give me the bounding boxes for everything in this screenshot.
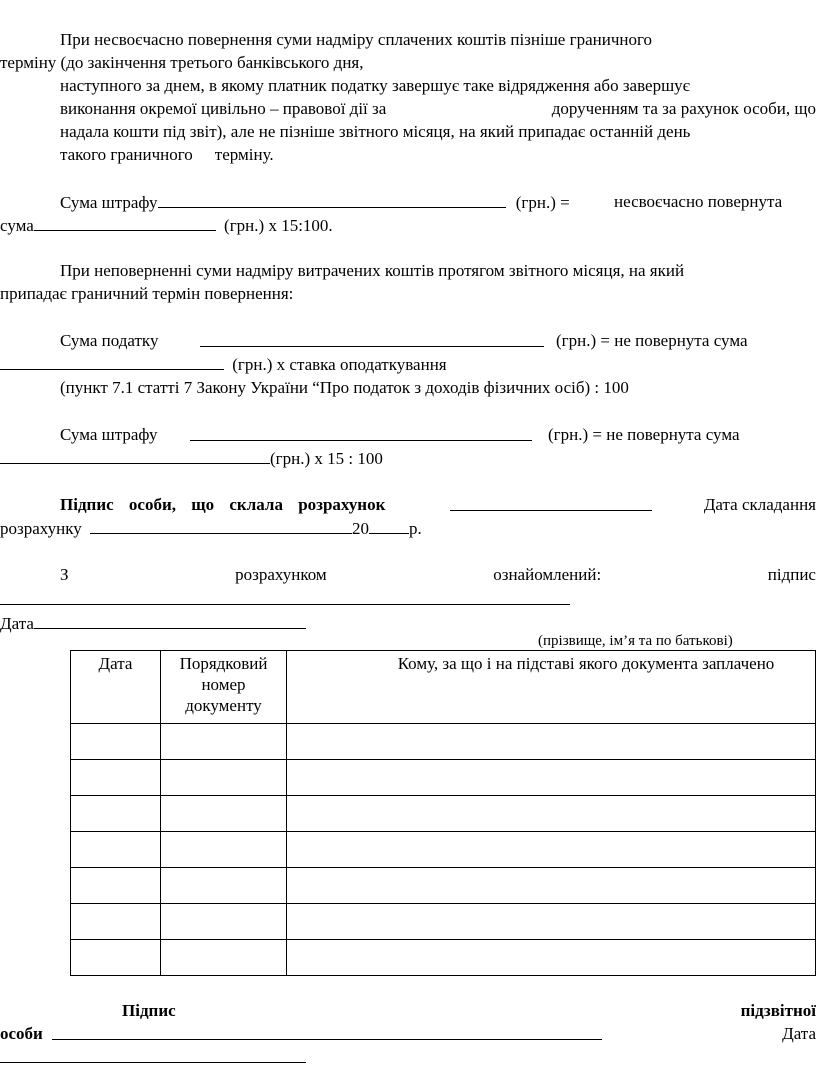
ack-date-line [0, 611, 306, 635]
para2-line2: припадає граничний термін повернення: [0, 284, 294, 303]
para1-line6-b: терміну. [214, 145, 274, 164]
para1-line6-a: такого граничного [60, 145, 193, 164]
table-cell[interactable] [71, 868, 161, 904]
fine1-line1 [60, 190, 570, 214]
ack-signature-field[interactable] [0, 604, 570, 605]
table-cell[interactable] [71, 940, 161, 976]
para1-line2: терміну (до закінчення третього банківського дня, [0, 53, 364, 72]
fine2-unreturned-sum-field[interactable] [0, 446, 270, 464]
para1-line4-a: виконання окремої цивільно – правової дії за [60, 99, 387, 118]
table-row [71, 940, 816, 976]
fine2-label: Сума штрафу [60, 425, 158, 444]
table-cell[interactable] [287, 796, 816, 832]
table-cell[interactable] [71, 832, 161, 868]
fine1-line2 [0, 213, 333, 237]
sign1-year-suffix: р. [408, 519, 422, 538]
table-row [71, 868, 816, 904]
fine2-mid [548, 423, 816, 446]
table-cell[interactable] [287, 760, 816, 796]
ack-date-label: Дата [0, 614, 34, 633]
para1-line4 [60, 97, 816, 120]
tax-line3: (пункт 7.1 статті 7 Закону України “Про податок з доходів фізичних осіб) : 100 [60, 378, 629, 397]
col-header-date: Дата [71, 651, 161, 724]
para1-line1-text: При несвоєчасно повернення суми надміру сплачених коштів пізніше граничного [60, 30, 653, 49]
table-cell[interactable] [161, 724, 287, 760]
table-cell[interactable] [161, 904, 287, 940]
table-row [71, 796, 816, 832]
tax-line2-tail: (грн.) х ставка оподаткування [232, 355, 447, 374]
para2-line1 [60, 259, 816, 282]
fine2-line2-tail: (грн.) х 15 : 100 [270, 449, 383, 468]
table-cell[interactable] [161, 796, 287, 832]
ack-line1 [60, 563, 816, 586]
table-cell[interactable] [161, 760, 287, 796]
fine1-mid: (грн.) = [515, 193, 570, 212]
tax-mid-text: (грн.) = не повернута сума [556, 331, 748, 350]
fine2-mid-text: (грн.) = не повернута сума [548, 425, 740, 444]
fine1-label: Сума штрафу [60, 193, 158, 212]
sign1-line2-label: розрахунку [0, 519, 82, 538]
table-cell[interactable] [287, 868, 816, 904]
para1-line5: надала кошти під звіт), але не пізніше звітного місяця, на який припадає останній день [60, 122, 691, 141]
footer-signature-field[interactable] [52, 1039, 602, 1040]
table-cell[interactable] [161, 832, 287, 868]
table-row [71, 832, 816, 868]
col-header-purpose: Кому, за що і на підставі якого документа заплачено [287, 651, 816, 724]
sign1-date-field[interactable] [90, 516, 352, 534]
table-cell[interactable] [71, 760, 161, 796]
fine1-amount-field[interactable] [158, 190, 506, 208]
para1-line3: наступного за днем, в якому платник податку завершує таке відрядження або завершує [60, 76, 690, 95]
footer-sign-label: Підпис [122, 1001, 176, 1020]
table-cell[interactable] [287, 724, 816, 760]
fine1-tail: несвоєчасно повернута [614, 192, 783, 211]
ack-word-1: З [60, 565, 69, 584]
para2-line1-text: При неповерненні суми надміру витрачених коштів протягом звітного місяця, на який [60, 261, 685, 280]
tax-label: Сума податку [60, 331, 159, 350]
para1-line6 [60, 143, 274, 166]
ack-date-field[interactable] [34, 611, 306, 629]
tax-amount-field[interactable] [200, 346, 544, 347]
tax-mid [556, 329, 816, 352]
para1-line1 [60, 28, 816, 51]
table-cell[interactable] [287, 832, 816, 868]
ack-name-caption: (прізвище, ім’я та по батькові) [538, 633, 733, 649]
table-cell[interactable] [161, 940, 287, 976]
table-cell[interactable] [71, 904, 161, 940]
footer-sign-tail: підзвітної [740, 1001, 816, 1020]
expense-table [70, 650, 816, 976]
para1-line4-b: дорученням та за рахунок особи, що [551, 99, 816, 118]
table-row [71, 760, 816, 796]
sign1-label: Підпис особи, що склала розрахунок [60, 495, 386, 514]
fine1-line2-label: сума [0, 216, 34, 235]
ack-word-2: розрахунком [235, 565, 327, 584]
col-header-doc-number: Порядковий номер документу [161, 651, 287, 724]
table-cell[interactable] [287, 904, 816, 940]
table-cell[interactable] [287, 940, 816, 976]
tax-unreturned-sum-field[interactable] [0, 352, 224, 370]
table-cell[interactable] [161, 868, 287, 904]
table-header-row [71, 651, 816, 724]
sign1-year-field[interactable] [369, 516, 409, 534]
ack-word-3: ознайомлений: [493, 565, 602, 584]
sign1-line2 [0, 516, 422, 540]
fine1-returned-sum-field[interactable] [34, 213, 216, 231]
table-row [71, 724, 816, 760]
table-cell[interactable] [71, 796, 161, 832]
sign1-date-label: Дата складання [703, 495, 816, 514]
footer-date-field[interactable] [0, 1062, 306, 1063]
footer-date-label: Дата [782, 1024, 816, 1043]
sign1-signature-field[interactable] [450, 510, 652, 511]
sign1-year: 20 [351, 519, 369, 538]
fine2-amount-field[interactable] [190, 440, 532, 441]
table-cell[interactable] [71, 724, 161, 760]
ack-word-4: підпис [767, 565, 816, 584]
fine2-line2 [0, 446, 383, 470]
fine1-line2-tail: (грн.) х 15:100. [224, 216, 333, 235]
footer-line2-label: особи [0, 1024, 43, 1043]
tax-line2 [0, 352, 447, 376]
table-row [71, 904, 816, 940]
